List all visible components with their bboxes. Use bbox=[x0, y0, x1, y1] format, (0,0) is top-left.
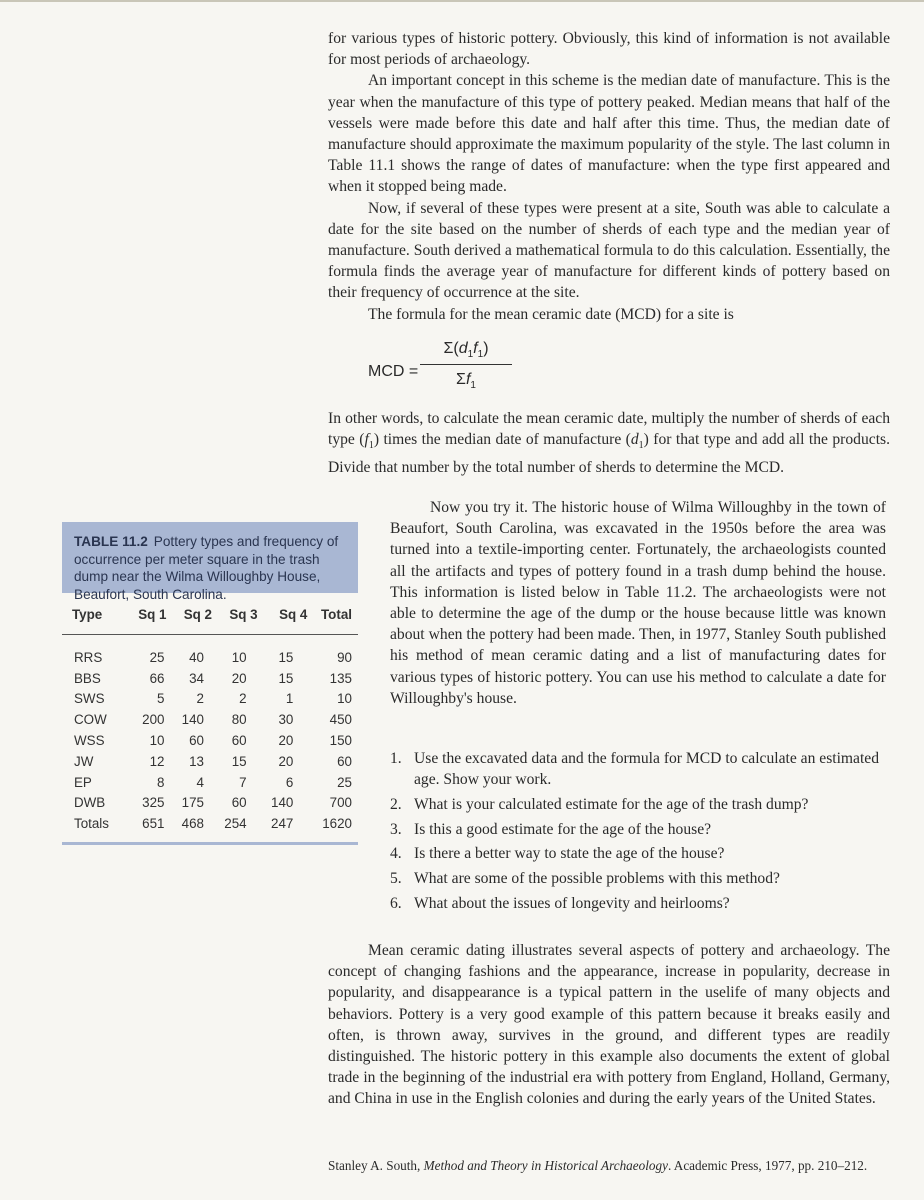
count-cell: 700 bbox=[329, 795, 352, 811]
count-cell: 80 bbox=[231, 712, 247, 728]
count-cell: 4 bbox=[196, 774, 204, 790]
count-cell: 200 bbox=[142, 712, 165, 728]
table-row bbox=[62, 709, 358, 730]
text-block-upper bbox=[328, 28, 890, 325]
count-cell: 60 bbox=[189, 733, 204, 749]
paragraph: Now you try it. The historic house of Wilma Willoughby in the town of Beaufort, South Carolina, was excavated in the 1950s before the area was turned into a textile-importing center. Fortunately, the archaeologists counted all the artifacts and types of pottery found in a trash dump behind the house. This information is listed below in Table 11.2. The archaeologists were not able to determine the age of the dump or the house because little was known about when the pottery had been made. Then, in 1977, Stanley South published his method of mean ceramic dating and a list of manufacturing dates for various types of historic pottery. You can use his method to calculate a date for Willoughby's house. bbox=[390, 499, 886, 707]
formula-numerator: $\Sigma(d_1f_1)$ bbox=[420, 340, 512, 365]
count-cell: 2 bbox=[239, 691, 247, 707]
count-cell: 25 bbox=[149, 649, 165, 665]
question-item: 6. What about the issues of longevity and heirlooms? bbox=[390, 894, 730, 912]
table-row bbox=[62, 689, 358, 710]
paragraph: In other words, to calculate the mean ceramic date, multiply the number of sherds of each type $(f_1)$ times the median date of manufacture $(d_1)$ for that type and add all the products. Divide that number by the total number of sherds to determine the MCD. bbox=[328, 410, 890, 476]
column-header: Sq 3 bbox=[212, 593, 258, 635]
question-item: 4. Is there a better way to state the age of the house? bbox=[390, 845, 725, 863]
question-item: 3. Is this a good estimate for the age of the house? bbox=[390, 820, 712, 838]
type-cell: DWB bbox=[74, 795, 106, 811]
count-cell: 6 bbox=[285, 774, 294, 790]
count-cell: 90 bbox=[337, 649, 352, 665]
type-cell: COW bbox=[74, 712, 107, 728]
count-cell: 60 bbox=[337, 753, 352, 769]
count-cell: 10 bbox=[149, 733, 165, 749]
citation: Stanley A. South, Method and Theory in Historical Archaeology. Academic Press, 1977, pp. 210–212. bbox=[328, 1158, 868, 1173]
pottery-table bbox=[62, 593, 358, 834]
table-row bbox=[62, 668, 358, 689]
table-caption bbox=[62, 522, 358, 602]
question-item: 1. Use the excavated data and the formula for MCD to calculate an estimated age. Show your work. bbox=[390, 750, 880, 789]
count-cell: 8 bbox=[157, 774, 165, 790]
column-header: Sq 1 bbox=[126, 593, 170, 635]
formula-fraction bbox=[420, 340, 512, 391]
table-caption-text: Pottery types and frequency of occurrence per meter square in the trash dump near the Wilma Willoughby House, Beaufort, South Carolina. bbox=[74, 534, 339, 602]
count-cell: 25 bbox=[337, 774, 352, 790]
column-header: Type bbox=[62, 593, 126, 635]
type-cell: RRS bbox=[74, 649, 103, 665]
count-cell: 140 bbox=[181, 712, 204, 728]
count-cell: 450 bbox=[329, 712, 352, 728]
type-cell: JW bbox=[74, 753, 94, 769]
text-block-exercise bbox=[390, 497, 886, 709]
type-cell: Totals bbox=[74, 816, 109, 832]
paragraph: An important concept in this scheme is the median date of manufacture. This is the year when the manufacture of this type of pottery peaked. Median means that half of the vessels were made before this date and half after this time. Thus, the median date of manufacture should approximate the maximum popularity of the style. The last column in Table 11.1 shows the range of dates of manufacture: when the type first appeared and when it stopped being made. bbox=[328, 72, 890, 196]
count-cell: 7 bbox=[239, 774, 247, 790]
count-cell: 325 bbox=[142, 795, 165, 811]
count-cell: 30 bbox=[278, 712, 294, 728]
paragraph: Now, if several of these types were present at a site, South was able to calculate a date for the site based on the number of sherds of each type and the median year of manufacture. South derived a mathematical formula to do this calculation. Essentially, the formula finds the average year of manufacture for different kinds of pottery based on their frequency of occurrence at the site. bbox=[328, 199, 890, 302]
question-list bbox=[390, 748, 890, 917]
count-cell: 40 bbox=[189, 649, 204, 665]
count-cell: 1620 bbox=[322, 816, 352, 832]
count-cell: 10 bbox=[231, 649, 247, 665]
count-cell: 20 bbox=[231, 670, 247, 686]
formula-denominator: $\Sigma f_1$ bbox=[456, 371, 476, 392]
count-cell: 468 bbox=[181, 816, 204, 832]
count-cell: 15 bbox=[231, 753, 247, 769]
count-cell: 1 bbox=[285, 691, 294, 707]
type-cell: SWS bbox=[74, 691, 105, 707]
count-cell: 2 bbox=[196, 691, 204, 707]
paragraph: Mean ceramic dating illustrates several aspects of pottery and archaeology. The concept of changing fashions and the appearance, increase in popularity, decrease in popularity, and disappearance is a typical pattern in the uselife of many objects and behaviors. Pottery is a very good example of this pattern because it breaks easily and often, is thrown away, survives in the ground, and different types are readily distinguished. The historic pottery in this example also documents the extent of global trade in the beginning of the industrial era with pottery from England, Holland, Germany, and China in use in the English colonies and during the early years of the United States. bbox=[328, 942, 890, 1108]
count-cell: 247 bbox=[271, 816, 294, 832]
question-item: 5. What are some of the possible problems with this method? bbox=[390, 870, 780, 888]
question-item: 2. What is your calculated estimate for the age of the trash dump? bbox=[390, 795, 809, 813]
top-rule bbox=[0, 0, 924, 2]
type-cell: BBS bbox=[74, 670, 101, 686]
paragraph: The formula for the mean ceramic date (MCD) for a site is bbox=[368, 305, 734, 323]
count-cell: 651 bbox=[142, 816, 165, 832]
table-row bbox=[62, 635, 358, 668]
table-11-2 bbox=[62, 522, 358, 845]
count-cell: 34 bbox=[189, 670, 204, 686]
count-cell: 175 bbox=[181, 795, 204, 811]
count-cell: 60 bbox=[231, 795, 247, 811]
paragraph: for various types of historic pottery. Obviously, this kind of information is not available for most periods of archaeology. bbox=[328, 30, 890, 69]
count-cell: 15 bbox=[278, 670, 294, 686]
table-totals-row bbox=[62, 813, 358, 834]
column-header: Total bbox=[307, 593, 358, 635]
count-cell: 150 bbox=[329, 733, 352, 749]
count-cell: 20 bbox=[278, 753, 294, 769]
column-header: Sq 2 bbox=[170, 593, 212, 635]
count-cell: 254 bbox=[224, 816, 247, 832]
text-block-explanation bbox=[328, 408, 890, 478]
text-block-conclusion bbox=[328, 940, 890, 1110]
count-cell: 20 bbox=[278, 733, 294, 749]
column-header: Sq 4 bbox=[258, 593, 308, 635]
table-row bbox=[62, 772, 358, 793]
count-cell: 60 bbox=[231, 733, 247, 749]
table-row bbox=[62, 730, 358, 751]
type-cell: EP bbox=[74, 774, 92, 790]
table-label: TABLE 11.2 bbox=[74, 534, 148, 549]
table-row bbox=[62, 793, 358, 814]
count-cell: 66 bbox=[149, 670, 165, 686]
type-cell: WSS bbox=[74, 733, 105, 749]
count-cell: 10 bbox=[337, 691, 352, 707]
table-row bbox=[62, 751, 358, 772]
count-cell: 13 bbox=[189, 753, 204, 769]
count-cell: 12 bbox=[149, 753, 165, 769]
count-cell: 15 bbox=[278, 649, 294, 665]
count-cell: 140 bbox=[271, 795, 294, 811]
formula-lhs: MCD = bbox=[368, 363, 419, 380]
count-cell: 5 bbox=[157, 691, 165, 707]
table-bottom-rule bbox=[62, 836, 358, 845]
count-cell: 135 bbox=[329, 670, 352, 686]
